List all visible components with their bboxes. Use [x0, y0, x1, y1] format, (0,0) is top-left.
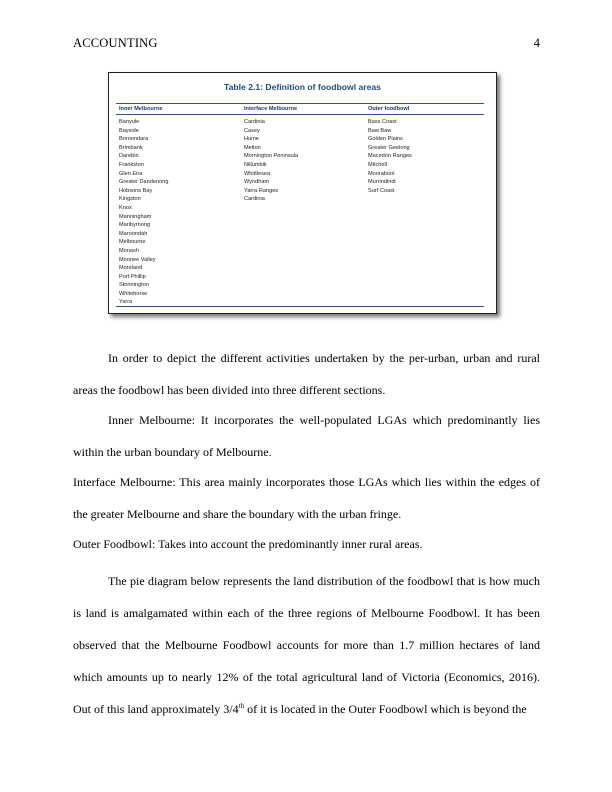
table-cell: Mitchell — [368, 161, 387, 168]
table-cell: Boroondara — [119, 136, 149, 143]
table-cell: Cardinia — [244, 196, 265, 203]
column-items — [119, 118, 168, 307]
table-cell: Port Phillip — [119, 273, 146, 280]
table-cell: Brimbank — [119, 144, 143, 151]
table-cell: Maribyrnong — [119, 222, 151, 229]
column-outer-foodbowl — [368, 106, 412, 195]
table-cell: Surf Coast — [368, 187, 395, 194]
table-cell: Nillumbik — [244, 161, 267, 168]
column-inner-melbourne — [119, 106, 168, 307]
table-cell: Cardinia — [244, 119, 265, 125]
column-items — [244, 118, 298, 204]
table-cell: Manningham — [119, 213, 152, 220]
page-number: 4 — [533, 36, 540, 50]
table-header-rule — [116, 114, 484, 115]
table-cell: Yarra Ranges — [244, 187, 279, 194]
body-paragraph: Interface Melbourne: This area mainly incorporates those LGAs which lies within the edges of the greater Melbourne and share the boundary with the urban fringe. — [73, 475, 540, 521]
table-cell: Glen Eira — [119, 170, 143, 177]
body-paragraph: Outer Foodbowl: Takes into account the predominantly inner rural areas. — [73, 537, 423, 551]
table-cell: Moreland — [119, 265, 143, 272]
table-cell: Greater Geelong — [368, 144, 410, 151]
table-cell: Bayside — [119, 127, 139, 134]
table-cell: Moonee Valley — [119, 256, 156, 263]
superscript: th — [238, 702, 245, 710]
body-paragraph — [73, 565, 540, 725]
table-cell: Stonnington — [119, 282, 149, 289]
paragraph-text: The pie diagram below represents the land distribution of the foodbowl that is how much is land is amalgamated within each of the three regions of Melbourne Foodbowl. It has been observed that the Melbourne Foodbowl accounts for more than 1.7 million hectares of land which amounts up to nearly 12% of the total agricultural land of Victoria (Economics, 2016). Out of this land approximately 3/4 — [73, 574, 540, 716]
table-cell: Golden Plains — [368, 136, 403, 143]
column-heading: Inner Melbourne — [119, 106, 163, 112]
table-cell: Macedon Ranges — [368, 153, 412, 160]
table-cell: Melton — [244, 144, 261, 151]
table-cell: Mornington Peninsula — [244, 153, 299, 160]
paragraph-text: of it is located in the Outer Foodbowl which is beyond the — [244, 702, 527, 716]
table-bottom-rule — [116, 306, 484, 307]
table-cell: Yarra — [119, 299, 133, 306]
body-paragraph: Inner Melbourne: It incorporates the well-populated LGAs which predominantly lies within the urban boundary of Melbourne. — [73, 413, 540, 459]
table-cell: Kingston — [119, 196, 141, 203]
body-paragraph: In order to depict the different activities undertaken by the per-urban, urban and rural areas the foodbowl has been divided into three different sections. — [73, 351, 540, 397]
table-cell: Greater Dandenong — [119, 179, 169, 186]
running-head: ACCOUNTING — [73, 36, 158, 50]
column-interface-melbourne — [244, 106, 298, 204]
table-cell: Wyndham — [244, 179, 270, 186]
table-cell: Monash — [119, 247, 139, 254]
table-cell: Maroondah — [119, 230, 148, 237]
table-cell: Frankston — [119, 161, 144, 168]
column-items — [368, 118, 412, 195]
figure-title: Table 2.1: Definition of foodbowl areas — [224, 82, 381, 92]
table-cell: Knox — [119, 204, 132, 211]
table-cell: Melbourne — [119, 239, 146, 246]
table-cell: Murrindindi — [368, 179, 396, 186]
table-cell: Baw Baw — [368, 127, 392, 134]
table-cell: Casey — [244, 127, 260, 134]
table-cell: Bass Coast — [368, 119, 397, 125]
table-cell: Hume — [244, 136, 259, 143]
table-cell: Darebin — [119, 153, 139, 160]
column-heading: Interface Melbourne — [244, 106, 298, 112]
table-cell: Moorabool — [368, 170, 395, 177]
table-top-rule — [116, 103, 484, 104]
table-figure — [108, 72, 497, 314]
table-cell: Hobsons Bay — [119, 187, 153, 194]
column-heading: Outer foodbowl — [368, 106, 410, 112]
table-cell: Whitehorse — [119, 290, 148, 297]
table-cell: Banyule — [119, 119, 140, 125]
table-cell: Whittlesea — [244, 170, 271, 177]
